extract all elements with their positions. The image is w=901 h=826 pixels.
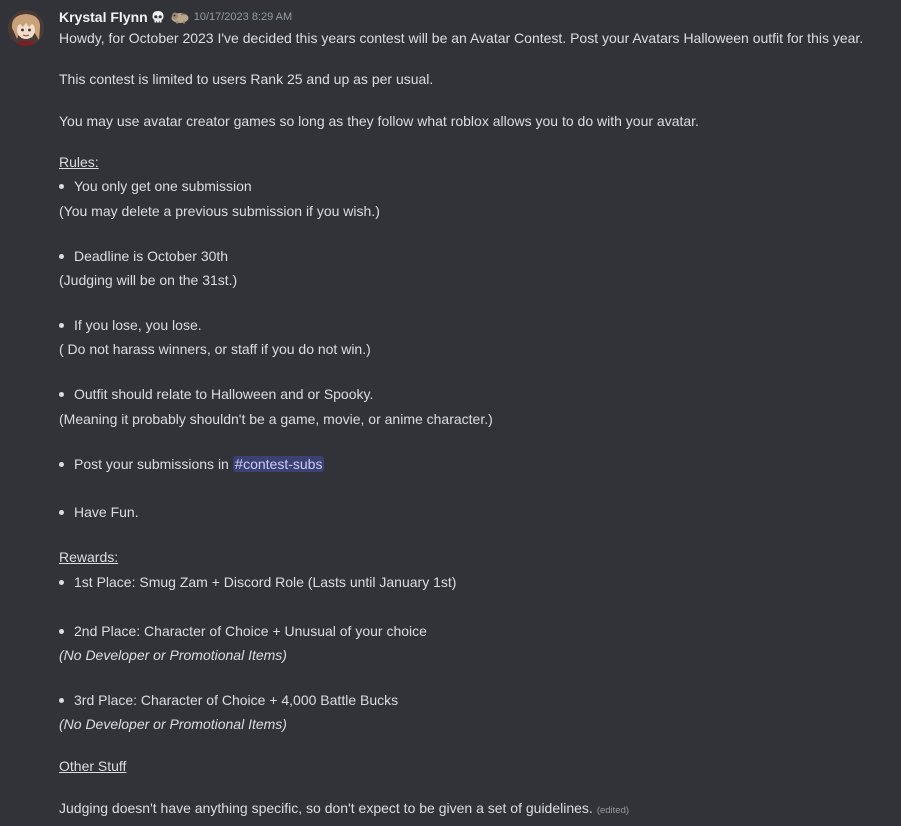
bullet-dot <box>59 323 64 328</box>
rank-text: This contest is limited to users Rank 25 and up as per usual. <box>59 71 434 87</box>
channel-mention-contest-subs[interactable] <box>233 456 325 472</box>
reward-3-note: (No Developer or Promotional Items) <box>59 716 287 732</box>
reward-1: 1st Place: Smug Zam + Discord Role (Lasts until January 1st) <box>74 574 457 590</box>
intro-text: Howdy, for October 2023 I've decided this years contest will be an Avatar Contest. Post your Avatars Halloween outfit for this year. <box>59 30 864 46</box>
judging-sentence: Judging doesn't have anything specific, so don't expect to be given a set of guidelines. <box>59 800 593 816</box>
rule-6: Have Fun. <box>74 504 139 520</box>
reward-2: 2nd Place: Character of Choice + Unusual of your choice <box>74 623 427 639</box>
rule-3-note: ( Do not harass winners, or staff if you do not win.) <box>59 341 371 357</box>
rule-2: Deadline is October 30th <box>74 248 229 264</box>
creator-text: You may use avatar creator games so long as they follow what roblox allows you to do with your avatar. <box>59 113 699 129</box>
rule-2-note: (Judging will be on the 31st.) <box>59 272 238 288</box>
bullet-dot <box>59 392 64 397</box>
channel-name: contest-subs <box>243 456 323 472</box>
rule-4-note: (Meaning it probably shouldn't be a game, movie, or anime character.) <box>59 411 493 427</box>
edited-label: (edited) <box>596 805 630 816</box>
bullet-dot <box>59 184 64 189</box>
rule-1: You only get one submission <box>74 178 252 194</box>
message-header <box>59 7 292 27</box>
judging-text <box>59 799 629 820</box>
animal-badge-icon[interactable] <box>170 10 190 24</box>
bullet-dot <box>59 254 64 259</box>
rule-3: If you lose, you lose. <box>74 317 202 333</box>
channel-hash-icon: # <box>234 456 244 473</box>
rule-4: Outfit should relate to Halloween and or Spooky. <box>74 386 374 402</box>
rewards-heading: Rewards: <box>59 549 119 565</box>
bullet-dot <box>59 580 64 585</box>
rule-5 <box>74 455 324 474</box>
message-timestamp[interactable]: 10/17/2023 8:29 AM <box>193 11 293 23</box>
skull-icon <box>151 10 165 24</box>
author-name[interactable]: Krystal Flynn <box>59 9 148 25</box>
other-heading: Other Stuff <box>59 758 127 774</box>
author-avatar[interactable] <box>8 10 44 46</box>
rule-1-note: (You may delete a previous submission if you wish.) <box>59 203 380 219</box>
bullet-dot <box>59 698 64 703</box>
reward-3: 3rd Place: Character of Choice + 4,000 Battle Bucks <box>74 692 399 708</box>
rules-heading: Rules: <box>59 154 99 170</box>
bullet-dot <box>59 629 64 634</box>
rule-5-text: Post your submissions in <box>74 456 229 472</box>
reward-2-note: (No Developer or Promotional Items) <box>59 647 287 663</box>
bullet-dot <box>59 462 64 467</box>
bullet-dot <box>59 510 64 515</box>
